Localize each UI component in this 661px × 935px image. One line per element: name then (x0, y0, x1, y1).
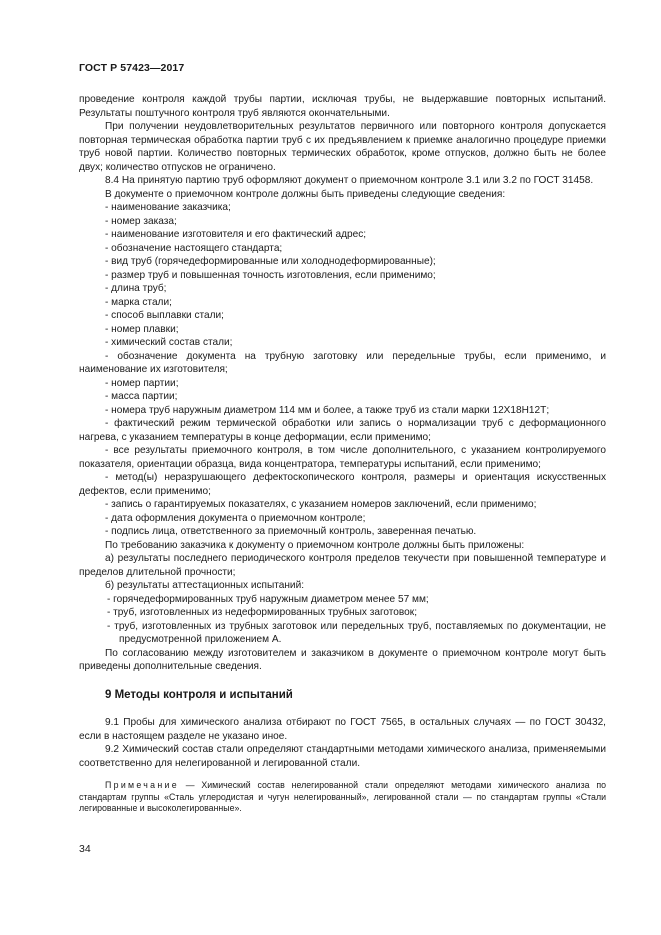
paragraph: 9.2 Химический состав стали определяют стандартными методами химического анализа, применяемыми соответственно для нелегированной и легированной стали. (79, 744, 606, 769)
note-text: — Химический состав нелегированной стали определяют методами химического анализа по стандартам группы «Сталь углеродистая и чугун нелегированный», легированной стали — по стандартам группы «Стали легированные и высоколегированные». (79, 780, 606, 814)
list-item: - номер заказа; (105, 215, 177, 227)
paragraph: В документе о приемочном контроле должны быть приведены следующие сведения: (105, 188, 506, 200)
list-item: - химический состав стали; (105, 337, 233, 348)
sub-list-item: - горячедеформированных труб наружным диаметром менее 57 мм; (107, 593, 429, 605)
list-item: - наименование изготовителя и его фактический адрес; (105, 229, 367, 240)
list-item: - вид труб (горячедеформированные или холоднодеформированные); (105, 256, 436, 267)
document-header: ГОСТ Р 57423—2017 (79, 62, 185, 74)
page-number: 34 (79, 843, 91, 855)
list-item: - способ выплавки стали; (105, 310, 224, 321)
sub-list-item: - труб, изготовленных из трубных заготовок или передельных труб, поставляемых по документации, не предусмотренной приложением А. (107, 620, 606, 645)
paragraph: По согласованию между изготовителем и заказчиком в документе о приемочном контроле могут быть приведены дополнительные сведения. (79, 647, 606, 672)
list-item: б) результаты аттестационных испытаний: (105, 580, 305, 591)
note (79, 780, 606, 815)
paragraph: При получении неудовлетворительных результатов первичного или повторного контроля допускается повторная термическая обработка партии труб с их предъявлением к приемке аналогично процедуре приемки труб новой партии. Количество повторных термических обработок, кроме отпусков, должно быть не более двух; количество отпусков не ограничено. (79, 121, 606, 173)
list-item: - все результаты приемочного контроля, в том числе дополнительного, с указанием контролируемого показателя, ориентации образца, вида концентратора, температуры испытаний, если применимо; (79, 445, 606, 470)
note-label: Примечание (105, 780, 179, 790)
list-item: - обозначение настоящего стандарта; (105, 242, 283, 254)
list-item: - марка стали; (105, 296, 172, 308)
paragraph: проведение контроля каждой трубы партии, исключая трубы, не выдержавшие повторных испытаний. Результаты поштучного контроля труб являются окончательными. (79, 94, 606, 119)
sub-list-item: - труб, изготовленных из недеформированных трубных заготовок; (107, 607, 418, 618)
list-item: - номер плавки; (105, 323, 179, 335)
list-item: - обозначение документа на трубную заготовку или передельные трубы, если применимо, и наименование их изготовителя; (79, 350, 606, 375)
list-item: - номер партии; (105, 377, 179, 389)
list-item: а) результаты последнего периодического контроля пределов текучести при повышенной температуре и пределов длительной прочности; (79, 553, 606, 578)
list-item: - наименование заказчика; (105, 202, 231, 213)
list-item: - номера труб наружным диаметром 114 мм и более, а также труб из стали марки 12Х18Н12Т; (105, 404, 550, 416)
list-item: - запись о гарантируемых показателях, с указанием номеров заключений, если применимо; (105, 499, 537, 510)
paragraph: 8.4 На принятую партию труб оформляют документ о приемочном контроле 3.1 или 3.2 по ГОСТ 31458. (105, 175, 594, 186)
list-item: - фактический режим термической обработки или запись о нормализации труб с деформационного нагрева, с указанием температуры в конце деформации, если применимо; (79, 418, 606, 443)
section-heading: 9 Методы контроля и испытаний (105, 688, 293, 701)
list-item: - подпись лица, ответственного за приемочный контроль, заверенная печатью. (105, 526, 477, 537)
paragraph: 9.1 Пробы для химического анализа отбирают по ГОСТ 7565, в остальных случаях — по ГОСТ 30432, если в настоящем разделе не указано иное. (79, 717, 606, 742)
list-item: - метод(ы) неразрушающего дефектоскопического контроля, размеры и ориентация искусственных дефектов, если применимо; (79, 472, 606, 497)
page-body (79, 93, 606, 815)
list-item: - длина труб; (105, 283, 167, 294)
list-item: - дата оформления документа о приемочном контроле; (105, 512, 366, 524)
list-item: - масса партии; (105, 391, 178, 402)
paragraph: По требованию заказчика к документу о приемочном контроле должны быть приложены: (105, 539, 525, 551)
list-item: - размер труб и повышенная точность изготовления, если применимо; (105, 269, 436, 281)
